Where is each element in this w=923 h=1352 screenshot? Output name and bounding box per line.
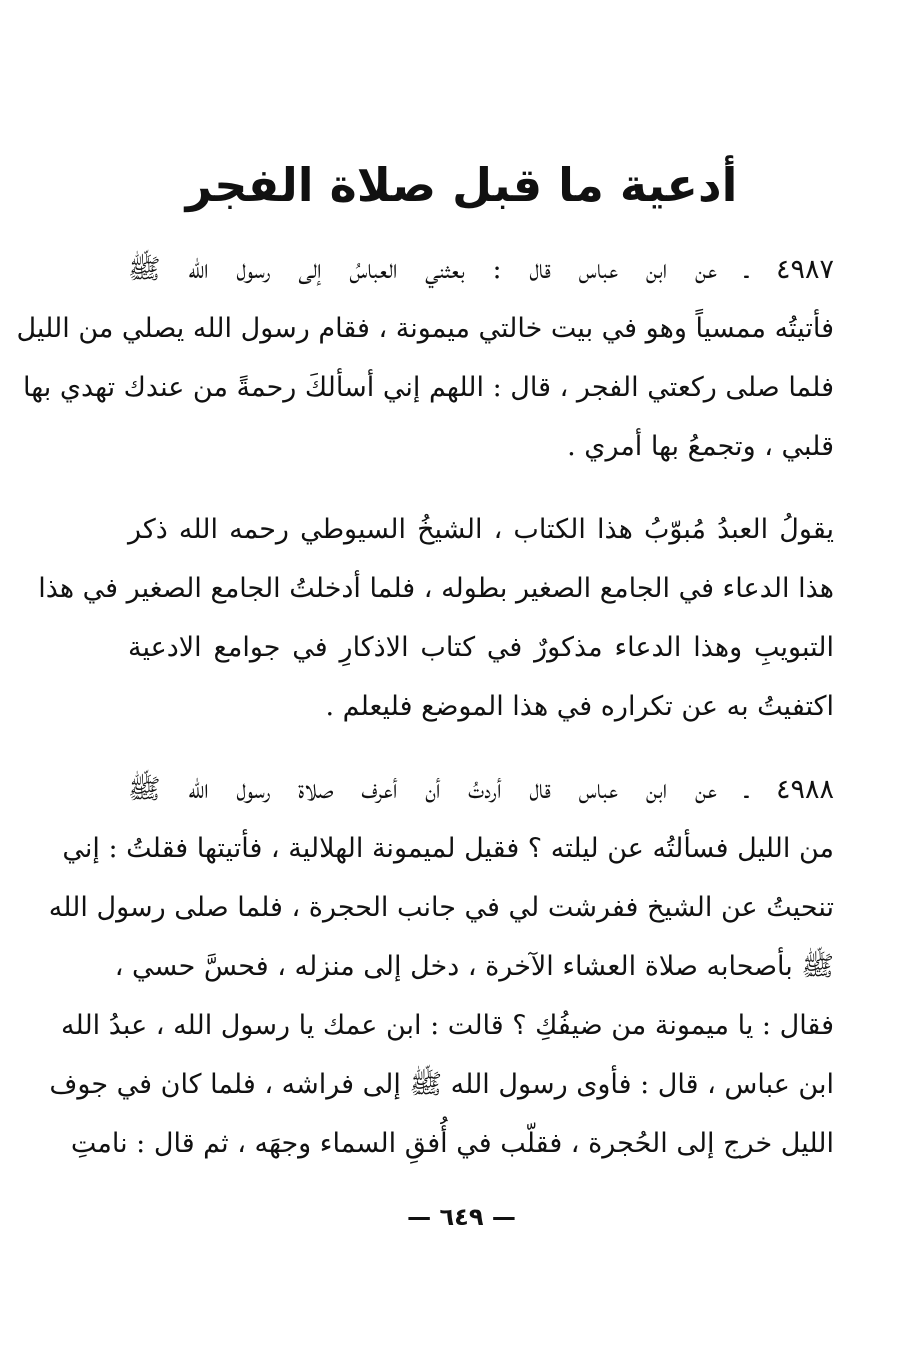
text-line: فلما صلى ركعتي الفجر ، قال : اللهم إني أسألكَ رحمةً من عندك تهدي بها	[23, 372, 834, 403]
text-line: ٤٩٨٧ ـ عن ابن عباس قال : بعثني العباسُ إلى رسول الله ﷺ	[128, 254, 834, 285]
text-line: التبويبِ وهذا الدعاء مذكورٌ في كتاب الاذكارِ في جوامع الادعية	[128, 632, 834, 663]
page-number: — ٦٤٩ —	[407, 1203, 516, 1231]
text-line: ابن عباس ، قال : فأوى رسول الله ﷺ إلى فراشه ، فلما كان في جوف	[49, 1069, 834, 1100]
text-line: يقولُ العبدُ مُبوّبُ هذا الكتاب ، الشيخُ السيوطي رحمه الله ذكر	[128, 514, 834, 545]
text-line: هذا الدعاء في الجامع الصغير بطوله ، فلما أدخلتُ الجامع الصغير في هذا	[38, 573, 834, 604]
text-line: من الليل فسألتُه عن ليلته ؟ فقيل لميمونة الهلالية ، فأتيتها فقلتُ : إني	[62, 833, 834, 864]
chapter-title: أدعية ما قبل صلاة الفجر	[185, 158, 738, 212]
hadith-4988	[48, 760, 834, 1173]
text-line: ﷺ بأصحابه صلاة العشاء الآخرة ، دخل إلى منزله ، فحسَّ حسي ،	[114, 951, 834, 982]
author-note	[38, 500, 834, 736]
text-line: فأتيتُه ممسياً وهو في بيت خالتي ميمونة ، فقام رسول الله يصلي من الليل	[16, 313, 834, 344]
text-line: اكتفيتُ به عن تكراره في هذا الموضع فليعلم .	[325, 691, 834, 722]
text-line: فقال : يا ميمونة من ضيفُكِ ؟ قالت : ابن عمك يا رسول الله ، عبدُ الله	[61, 1010, 834, 1041]
text-line: ٤٩٨٨ ـ عن ابن عباس قال أردتُ أن أعرف صلاة رسول الله ﷺ	[128, 774, 834, 805]
text-line: تنحيتُ عن الشيخ ففرشت لي في جانب الحجرة ، فلما صلى رسول الله	[48, 892, 834, 923]
text-line: الليل خرج إلى الحُجرة ، فقلّب في أُفقِ السماء وجهَه ، ثم قال : نامتِ	[70, 1128, 834, 1159]
hadith-4987	[16, 240, 834, 476]
text-line: قلبي ، وتجمعُ بها أمري .	[567, 431, 834, 462]
